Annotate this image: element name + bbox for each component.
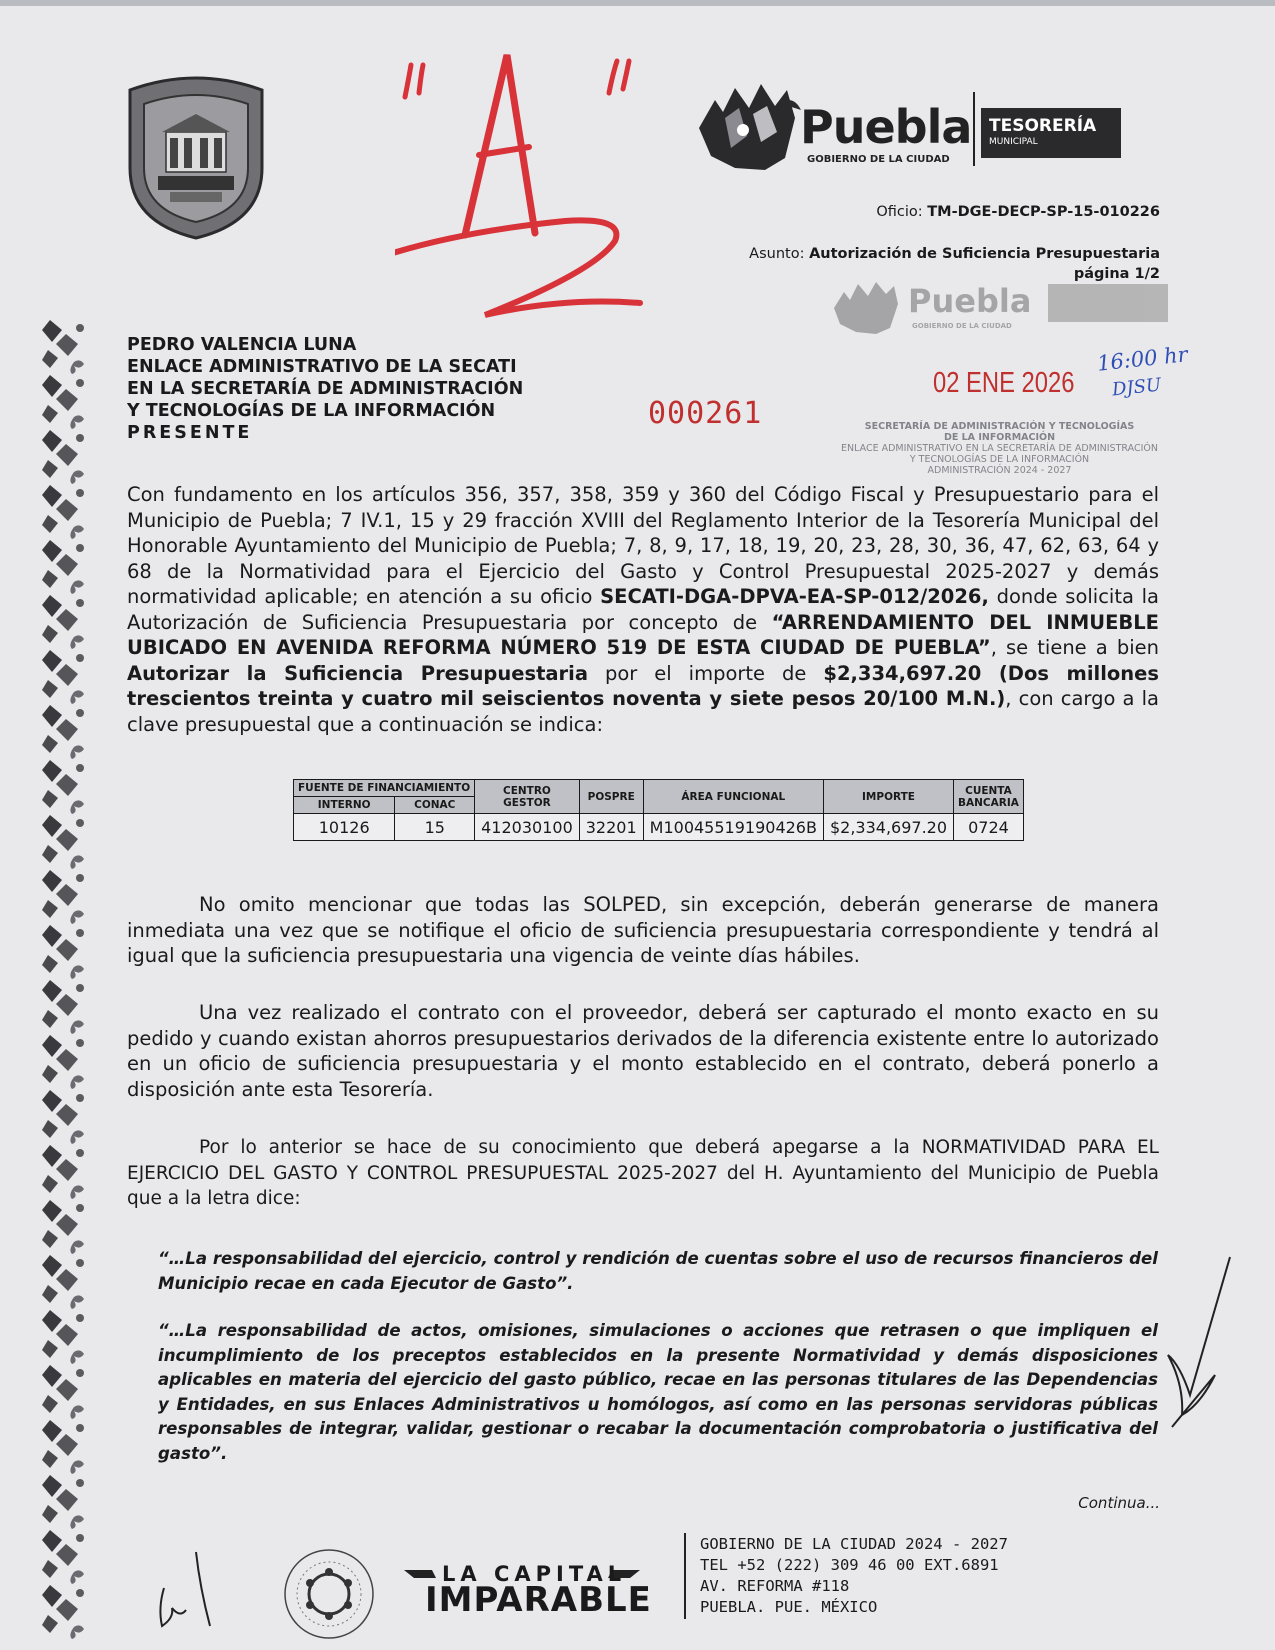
received-logo-stamp (830, 278, 1175, 340)
stamp-logo-wordmark: Puebla (908, 282, 1032, 320)
folio-stamp: 000261 (648, 396, 763, 431)
addressee-line: EN LA SECRETARÍA DE ADMINISTRACIÓN (127, 379, 524, 399)
quote-responsabilidad-ejercicio: “…La responsabilidad del ejercicio, control y rendición de cuentas sobre el uso de recursos financieros del Municipio recae en cada Ejecutor de Gasto”. (158, 1249, 1158, 1293)
cell-area-funcional: M10045519190426B (643, 814, 823, 841)
header-centro-gestor: CENTRO GESTOR (475, 780, 580, 814)
received-initials-handwritten: DJSU (1111, 374, 1163, 401)
header-interno: INTERNO (294, 797, 395, 814)
stamp-line: Y TECNOLOGÍAS DE LA INFORMACIÓN (909, 454, 1090, 465)
asunto-text: Autorización de Suficiencia Presupuestaria (809, 246, 1160, 262)
margin-signature (1160, 1255, 1235, 1435)
scan-top-edge (0, 0, 1275, 6)
logo-department-sub: MUNICIPAL (989, 137, 1038, 147)
quote-responsabilidad-actos: “…La responsabilidad de actos, omisiones, simulaciones o acciones que retrasen o que impliquen el incumplimiento de los preceptos establecidos en la presente Normatividad y demás disposiciones aplicables en materia del ejercicio del gasto público, recae en las personas titulares de las Dependencias y Entidades, en sus Enlaces Administrativos u homólogos, así como en las personas servidoras públicas responsables de integrar, validar, gestionar o recabar la documentación comprobatoria o justificativa del gasto”. (158, 1321, 1158, 1463)
asunto (749, 244, 1160, 284)
addressee-line: Y TECNOLOGÍAS DE LA INFORMACIÓN (127, 401, 496, 421)
addressee-line: ENLACE ADMINISTRATIVO DE LA SECATI (127, 357, 517, 377)
received-time-handwritten: 16:00 hr (1095, 342, 1189, 376)
authorization-inline: Autorizar la Suficiencia Presupuestaria (127, 661, 589, 685)
header-area-funcional: ÁREA FUNCIONAL (643, 780, 823, 814)
footer-divider (684, 1533, 686, 1619)
addressee-name: PEDRO VALENCIA LUNA (127, 335, 357, 355)
stamp-line: DE LA INFORMACIÓN (943, 432, 1056, 443)
amount-inline: $2,334,697.20 (Dos millones trescientos treinta y cuatro mil seiscientos noventa y siete pesos 20/100 M.N.) (127, 661, 1159, 710)
asunto-label: Asunto: (749, 246, 805, 262)
labor-equality-seal-icon (283, 1548, 375, 1640)
stamp-logo-subtitle: GOBIERNO DE LA CIUDAD (912, 322, 1012, 330)
received-date-stamp: 02 ENE 2026 (933, 367, 1075, 399)
oficio-number: TM-DGE-DECP-SP-15-010226 (927, 204, 1160, 220)
puebla-emblem-icon (830, 278, 910, 338)
cell-pospre: 32201 (579, 814, 643, 841)
paragraph-legal-basis: Con fundamento en los artículos 356, 357, 358, 359 y 360 del Código Fiscal y Presupuestario para el Municipio de Puebla; 7 IV.1, 15 y 29 fracción XVIII del Reglamento Interior de la Tesorería Municipal del Honorable Ayuntamiento del Municipio de Puebla; 7, 8, 9, 17, 18, 19, 20, 23, 28, 30, 36, 47, 62, 63, 64 y 68 de la Normatividad para el Ejercicio del Gasto y Control Presupuestal 2025-2027 y demás normatividad aplicable; en atención a su oficio SECATI-DGA-DPVA-EA-SP-012/2026, donde solicita la Autorización de Suficiencia Presupuestaria por concepto de “ARRENDAMIENTO DEL INMUEBLE UBICADO EN AVENIDA REFORMA NÚMERO 519 DE ESTA CIUDAD DE PUEBLA”, se tiene a bien Autorizar la Suficiencia Presupuestaria por el importe de $2,334,697.20 (Dos millones trescientos treinta y cuatro mil seiscientos noventa y siete pesos 20/100 M.N.), con cargo a la clave presupuestal que a continuación se indica: (127, 483, 1159, 736)
cell-cuenta-bancaria: 0724 (954, 814, 1024, 841)
oficio-reference (876, 204, 1160, 220)
footer-address: GOBIERNO DE LA CIUDAD 2024 - 2027 TEL +52 (222) 309 46 00 EXT.6891 AV. REFORMA #118 PUEBLA. PUE. MÉXICO (700, 1535, 1008, 1616)
header-pospre: POSPRE (579, 780, 643, 814)
logo-subtitle: GOBIERNO DE LA CIUDAD (807, 154, 950, 165)
cell-conac: 15 (395, 814, 475, 841)
initials-signature (150, 1548, 230, 1632)
concept-inline: “ARRENDAMIENTO DEL INMUEBLE UBICADO EN AVENIDA REFORMA NÚMERO 519 DE ESTA CIUDAD DE PUEBLA” (127, 610, 1159, 659)
brand-imparable: IMPARABLE (425, 1580, 652, 1620)
header-cuenta-bancaria: CUENTA BANCARIA (954, 780, 1024, 814)
continued-note: Continua... (1078, 1494, 1160, 1512)
stamp-line: SECRETARÍA DE ADMINISTRACIÓN Y TECNOLOGÍAS (864, 421, 1135, 432)
stamp-line: ENLACE ADMINISTRATIVO EN LA SECRETARÍA DE ADMINISTRACIÓN (841, 443, 1158, 454)
cell-importe: $2,334,697.20 (823, 814, 953, 841)
cell-interno: 10126 (294, 814, 395, 841)
oficio-label: Oficio: (876, 204, 923, 220)
decorative-border (40, 320, 92, 1650)
header-conac: CONAC (395, 797, 475, 814)
paragraph-contract: Una vez realizado el contrato con el proveedor, deberá ser capturado el monto exacto en su pedido y cuando existan ahorros presupuestarios derivados de la diferencia existente entre lo autorizado en un oficio de suficiencia presupuestaria y el monto establecido en el contrato, deberá ponerlo a disposición ante esta Tesorería. (127, 1001, 1159, 1101)
budget-key-table (293, 779, 1024, 841)
logo-wordmark: Puebla (800, 100, 972, 154)
reception-stamp (822, 421, 1177, 476)
addressee-presente: PRESENTE (127, 423, 253, 443)
paragraph-solped: No omito mencionar que todas las SOLPED, sin excepción, deberán generarse de manera inmediata una vez que se notifique el oficio de suficiencia presupuestaria correspondiente y tendrá al igual que la suficiencia presupuestaria una vigencia de veinte días hábiles. (127, 893, 1159, 967)
logo-department: TESORERÍA (989, 116, 1097, 136)
header-importe: IMPORTE (823, 780, 953, 814)
cell-centro-gestor: 412030100 (475, 814, 580, 841)
handwritten-a-mark (395, 35, 685, 335)
paragraph-normatividad: Por lo anterior se hace de su conocimiento que deberá apegarse a la NORMATIVIDAD PARA EL EJERCICIO DEL GASTO Y CONTROL PRESUPUESTAL 2025-2027 del H. Ayuntamiento del Municipio de Puebla que a la letra dice: (127, 1137, 1159, 1209)
page-number: página 1/2 (1073, 266, 1160, 282)
oficio-reference-inline: SECATI-DGA-DPVA-EA-SP-012/2026, (600, 585, 989, 608)
city-seal-icon (118, 72, 274, 242)
stamp-line: ADMINISTRACIÓN 2024 - 2027 (927, 465, 1072, 476)
brand-la-capital: LA CAPITAL (442, 1562, 627, 1586)
addressee-block (127, 334, 523, 444)
puebla-logo (695, 78, 1165, 178)
table-row (294, 814, 1024, 841)
header-fuente: FUENTE DE FINANCIAMIENTO (294, 780, 475, 797)
